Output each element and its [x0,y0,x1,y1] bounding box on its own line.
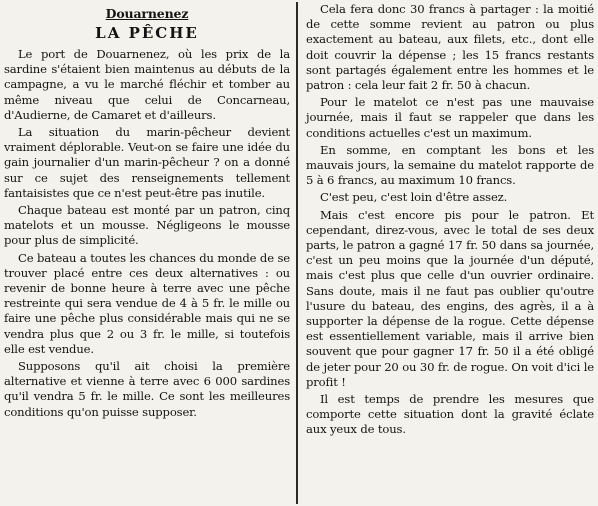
paragraph: En somme, en comptant les bons et les mauvais jours, la semaine du matelot rapporte de 5 à 6 francs, au maximum 10 francs. [306,142,594,188]
paragraph: Supposons qu'il ait choisi la première alternative et vienne à terre avec 6 000 sardines qu'il vendra 5 fr. le mille. Ce sont les meilleures conditions qu'on puisse supposer. [4,359,290,419]
paragraph: Pour le matelot ce n'est pas une mauvaise journée, mais il faut se rappeler que dans les conditions actuelles c'est un maximum. [306,95,594,140]
article-headline: LA PÊCHE [95,24,199,42]
left-column [0,0,296,506]
section-kicker: Douarnenez [105,6,189,21]
right-column [298,0,598,506]
paragraph: Cela fera donc 30 francs à partager : la moitié de cette somme revient au patron ou plus exactement au bateau, aux filets, etc., dont elle doit couvrir la dépense ; les 15 francs restants sont partagés également entre les hommes et le patron : cela leur fait 2 fr. 50 à chacun. [306,2,594,93]
paragraph: La situation du marin-pêcheur devient vraiment déplorable. Veut-on se faire une idée du gain journalier d'un marin-pêcheur ? on a donné sur ce sujet des renseignements tellement fantaisistes que ce n'est peut-être pas inutile. [4,125,290,200]
paragraph: C'est peu, c'est loin d'être assez. [320,190,508,205]
paragraph: Il est temps de prendre les mesures que comporte cette situation dont la gravité éclate aux yeux de tous. [306,392,594,437]
paragraph: Chaque bateau est monté par un patron, cinq matelots et un mousse. Négligeons le mousse pour plus de simplicité. [4,203,290,248]
paragraph: Ce bateau a toutes les chances du monde de se trouver placé entre ces deux alternatives : ou revenir de bonne heure à terre avec une pêche restreinte qui sera vendue de 4 à 5 fr. le mille ou faire une pêche plus considérable mais qui ne se vendra plus que 2 ou 3 fr. le mille, si toutefois elle est vendue. [4,250,290,356]
paragraph: Le port de Douarnenez, où les prix de la sardine s'étaient bien maintenus au débuts de la campagne, a vu le marché fléchir et tomber au même niveau que celui de Concarneau, d'Audierne, de Camaret et d'ailleurs. [4,47,290,122]
paragraph: Mais c'est encore pis pour le patron. Et cependant, direz-vous, avec le total de ses deux parts, le patron a gagné 17 fr. 50 dans sa journée, c'est un peu moins que la journée d'un député, mais c'est plus que celle d'un ouvrier ordinaire. Sans doute, mais il ne faut pas oublier qu'outre l'usure du bateau, des engins, des agrès, il a à supporter la dépense de la rogue. Cette dépense est essentiellement variable, mais il arrive bien souvent que pour gagner 17 fr. 50 il a été obligé de jeter pour 20 ou 30 fr. de rogue. On voit d'ici le profit ! [306,207,594,389]
